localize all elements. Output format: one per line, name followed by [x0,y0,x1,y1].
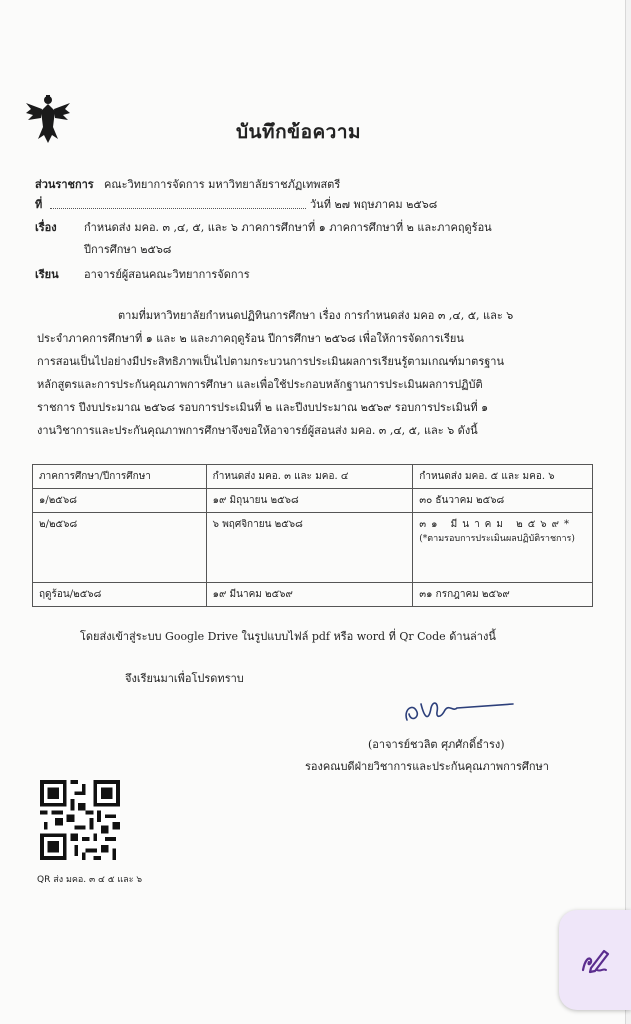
ref-dotted-line [50,208,306,209]
cell-due-34: ๑๙ มิถุนายน ๒๕๖๘ [206,489,413,513]
subject-label: เรื่อง [35,221,57,234]
to-label: เรียน [35,268,59,281]
memo-date: วันที่ ๒๗ พฤษภาคม ๒๕๖๘ [310,198,438,211]
table-row [33,489,593,513]
subject-line-2: ปีการศึกษา ๒๕๖๘ [84,243,172,256]
schedule-table [32,464,593,607]
table-header-row [33,465,593,489]
header-due-56: กำหนดส่ง มคอ. ๕ และ มคอ. ๖ [413,465,593,489]
table-row [33,513,593,583]
cell-term: ๑/๒๕๖๘ [33,489,207,513]
body-line: ตามที่มหาวิทยาลัยกำหนดปฏิทินการศึกษา เรื่อง การกำหนดส่ง มคอ ๓ ,๔, ๕, และ ๖ [118,309,514,322]
header-term: ภาคการศึกษา/ปีการศึกษา [33,465,207,489]
cell-due-34: ๑๙ มีนาคม ๒๕๖๙ [206,583,413,607]
cell-due-34: ๖ พฤศจิกายน ๒๕๖๘ [206,513,413,583]
annotate-fab-button[interactable] [559,910,631,1010]
table-row [33,583,593,607]
cell-due-56: ๓๐ ธันวาคม ๒๕๖๘ [413,489,593,513]
signatory-name: (อาจารย์ชวลิต ศุภศักดิ์ธำรง) [368,738,505,751]
agency-value: คณะวิทยาการจัดการ มหาวิทยาลัยราชภัฏเทพสตรี [104,178,341,191]
cell-term: ๒/๒๕๖๘ [33,513,207,583]
qr-caption: QR ส่ง มคอ. ๓ ๔ ๕ และ ๖ [37,875,143,885]
body-line: ราชการ ปีงบประมาณ ๒๕๖๘ รอบการประเมินที่ ๒ และปีงบประมาณ ๒๕๖๙ รอบการประเมินที่ ๑ [37,401,489,414]
to-value: อาจารย์ผู้สอนคณะวิทยาการจัดการ [84,268,250,281]
body-line: ประจำภาคการศึกษาที่ ๑ และ ๒ และภาคฤดูร้อน ปีการศึกษา ๒๕๖๘ เพื่อให้การจัดการเรียน [37,332,464,345]
signatory-position: รองคณบดีฝ่ายวิชาการและประกันคุณภาพการศึกษา [305,760,549,773]
body-line: การสอนเป็นไปอย่างมีประสิทธิภาพเป็นไปตามกระบวนการประเมินผลการเรียนรู้ตามเกณฑ์มาตรฐาน [37,355,504,368]
garuda-emblem-icon [25,93,71,145]
memo-title: บันทึกข้อความ [236,121,362,143]
cell-due-56: ๓๑ มีนาคม ๒๕๖๙* [419,519,574,530]
pen-edit-icon [577,942,611,976]
signature-icon [395,690,525,730]
body-line: งานวิชาการและประกันคุณภาพการศึกษาจึงขอให้อาจารย์ผู้สอนส่ง มคอ. ๓ ,๔, ๕, และ ๖ ดังนี้ [37,424,478,437]
header-due-34: กำหนดส่ง มคอ. ๓ และ มคอ. ๔ [206,465,413,489]
cell-term: ฤดูร้อน/๒๕๖๘ [33,583,207,607]
cell-due-56: ๓๑ กรกฎาคม ๒๕๖๙ [413,583,593,607]
closing-text: จึงเรียนมาเพื่อโปรดทราบ [125,672,244,685]
cell-due-56-wrap [413,513,593,583]
submission-instructions: โดยส่งเข้าสู่ระบบ Google Drive ในรูปแบบไฟล์ pdf หรือ word ที่ Qr Code ด้านล่างนี้ [80,630,496,643]
ref-label: ที่ [35,198,43,211]
agency-label: ส่วนราชการ [35,178,94,191]
subject-line-1: กำหนดส่ง มคอ. ๓ ,๔, ๕, และ ๖ ภาคการศึกษาที่ ๑ ภาคการศึกษาที่ ๒ และภาคฤดูร้อน [84,221,492,234]
cell-note: (*ตามรอบการประเมินผลปฏิบัติราชการ) [419,534,575,544]
qr-code-icon[interactable] [40,780,120,860]
body-line: หลักสูตรและการประกันคุณภาพการศึกษา และเพื่อใช้ประกอบหลักฐานการประเมินผลการปฏิบัติ [37,378,483,391]
